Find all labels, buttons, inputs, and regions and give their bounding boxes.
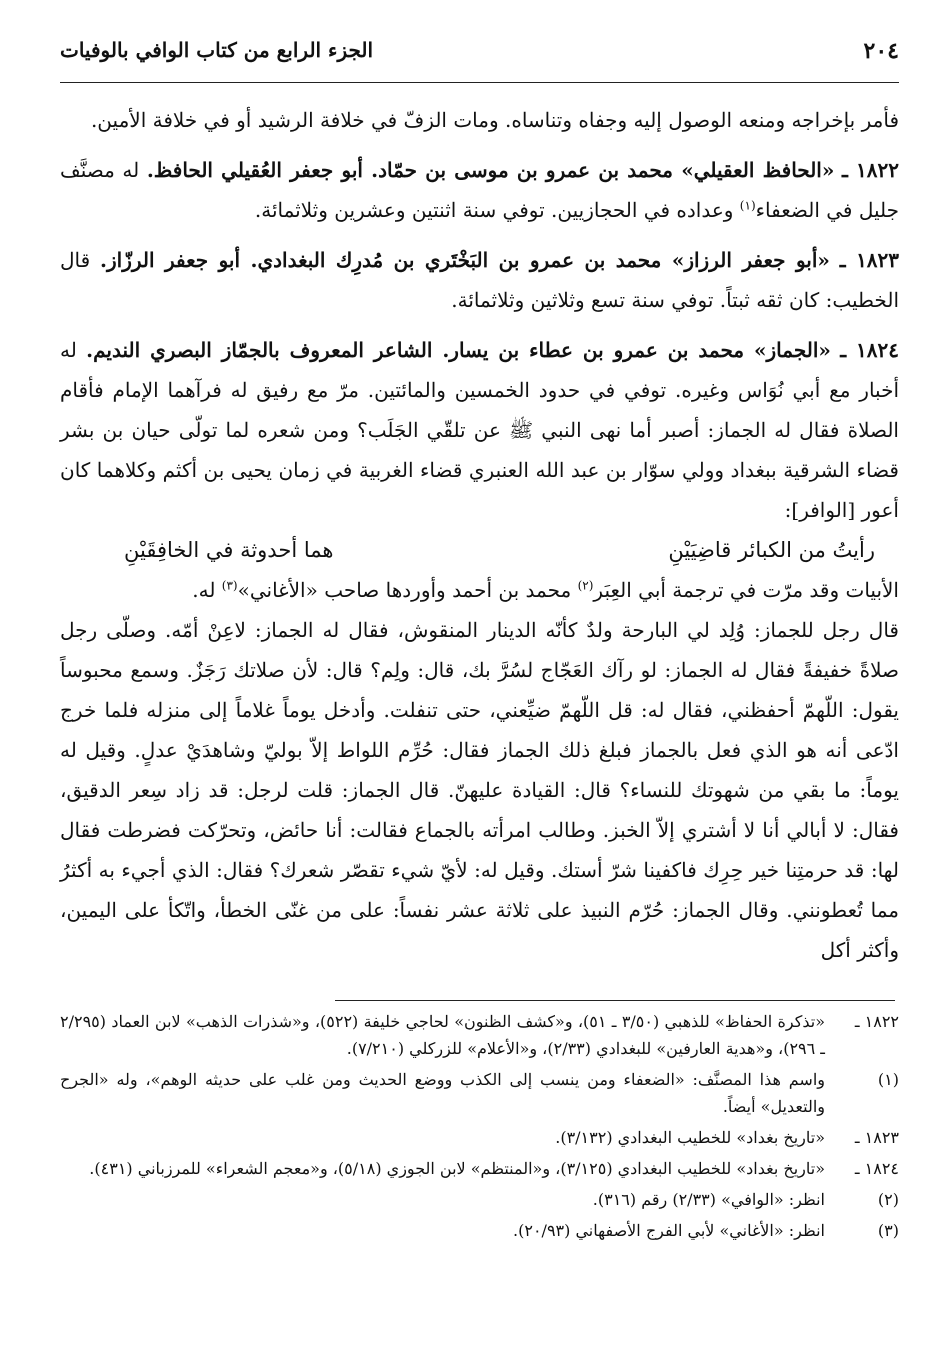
footnote [60,1124,899,1151]
footnote-text: انظر: «الوافي» (٢/٣٣) رقم (٣١٦). [592,1190,825,1209]
verse-first-hemistich: رأيتُ من الكبائر قاضِيَيْنِ [668,538,875,562]
intro-paragraph: فأمر بإخراجه ومنعه الوصول إليه وجفاه وتناساه. ومات الزفّ في خلافة الرشيد أو في خلافة الأمين. [90,108,899,132]
footnote [60,1186,899,1213]
footnote-text: «تذكرة الحفاظ» للذهبي (٣/٥٠ ـ ٥١)، و«كشف الظنون» لحاجي خليفة (٥٢٢)، و«شذرات الذهب» لابن العماد (٢/٢٩٥ ـ ٢٩٦)، و«هدية العارفين» للبغدادي (٢/٣٣)، و«الأعلام» للزركلي (٧/٢١٠). [60,1012,826,1058]
header-rule [60,82,899,83]
running-title: الجزء الرابع من كتاب الوافي بالوفيات [60,38,374,62]
entry-text: وعداده في الحجازيين. توفي سنة اثنتين وعشرين وثلاثمائة. [254,198,740,222]
page-number: ٢٠٤ [863,38,899,64]
footnote-ref: (٢) [577,578,594,593]
footnote-label: (٣) [877,1221,899,1240]
entry-1823 [60,240,899,320]
footnote [60,1066,899,1120]
footnote [60,1008,899,1062]
footnote-label: (١) [877,1070,899,1089]
entry-number: ١٨٢٢ ـ [841,158,900,182]
anecdotes-paragraph: قال رجل للجماز: وُلِد لي البارحة ولدٌ كأنّه الدينار المنقوش، فقال له الجماز: لاعِنْ أمّه. وصلّى رجل صلاةً خفيفةً فقال له الجماز: لو رآك العَجّاج لسُرَّ بك، قال: ولِم؟ قال: لأن صلاتك رَجَزٌ. وسمع محبوساً يقول: اللّهمّ أحفظني، فقال له: قل اللّهمّ ضيِّعني، حتى تنفلت. وأدخل يوماً غلاماً إلى منزله فلما خرج ادّعى أنه هو الذي فعل بالجماز فبلغ ذلك الجماز فقال: حُرِّم اللواط إلاّ بوليّ وشاهدَيْ عدلٍ. وقيل له يوماً: ما بقي من شهوتك للنساء؟ قال: القيادة عليهنّ. قال الجماز: قلت لرجل: قد زاد سِعر الدقيق، فقال: لا أبالي أنا لا أشتري إلاّ الخبز. وطالب امرأته بالجماع فقالت: أنا حائض، وتحرّكت فضرطت فقال لها: قد حرمتِنا خير حِرِك فاكفينا شرّ أستك. وقيل له: لأيّ شيء تقصّر شعرك؟ فقال: الذي أجيء به أكثرُ مما تُعطونني. وقال الجماز: حُرّم النبيذ على ثلاثة عشر نفساً: على من غنّى الخطأ، واتّكأ على اليمين، وأكثر أكل [60,618,899,962]
footnote-rule [335,1000,895,1001]
footnotes [60,1008,899,1248]
after-verse-text: له. [192,578,222,602]
footnote-label: ١٨٢٢ ـ [854,1012,899,1031]
footnote-ref: (٣) [221,578,238,593]
main-text [60,100,899,970]
footnote [60,1155,899,1182]
entry-heading: «أبو جعفر الرزاز» محمد بن عمرو بن البَخْتَري بن مُدرِك البغدادي. أبو جعفر الرزّاز. [100,248,830,272]
verse-second-hemistich: هما أحدوثة في الخافِقَيْنِ [124,538,334,562]
footnote-text: «تاريخ بغداد» للخطيب البغدادي (٣/١٢٥)، و«المنتظم» لابن الجوزي (٥/١٨)، و«معجم الشعراء» للمرزباني (٤٣١). [89,1159,825,1178]
entry-1822 [60,150,899,230]
footnote-label: ١٨٢٤ ـ [854,1159,899,1178]
entry-text: له أخبار مع أبي نُوَاس وغيره. توفي في حدود الخمسين والمائتين. مرّ مع رفيق له فرآهما الإمام فأقام الصلاة فقال له الجماز: أصبر أما نهى النبي ﷺ عن تلقّي الجَلَب؟ ومن شعره لما تولّى حيان بن بشر قضاء الشرقية ببغداد وولي سوّار بن عبد الله العنبري قضاء الغربية في زمان يحيى بن أكثم وكلاهما كان أعور [الوافر]: [60,338,899,522]
footnote-label: ١٨٢٣ ـ [854,1128,899,1147]
entry-text: قال الخطيب: كان ثقه ثبتاً. توفي سنة تسع وثلاثين وثلاثمائة. [60,248,899,312]
entry-heading: «الحافظ العقيلي» محمد بن عمرو بن موسى بن حمّاد. أبو جعفر العُقيلي الحافظ. [146,158,835,182]
footnote-ref: (١) [739,198,756,213]
poetry-verse [60,530,899,570]
footnote-text: «تاريخ بغداد» للخطيب البغدادي (٣/١٣٢). [555,1128,825,1147]
after-verse-text: محمد بن أحمد وأوردها صاحب «الأغاني» [237,578,578,602]
entry-number: ١٨٢٣ ـ [839,248,900,272]
footnote-label: (٢) [877,1190,899,1209]
entry-heading: «الجماز» محمد بن عمرو بن عطاء بن يسار. الشاعر المعروف بالجمّاز البصري النديم. [86,338,831,362]
entry-number: ١٨٢٤ ـ [840,338,899,362]
entry-text: له مصنَّف جليل في الضعفاء [60,158,899,222]
page-header [60,38,899,78]
after-verse-line [60,570,899,610]
footnote [60,1217,899,1244]
after-verse-text: الأبيات وقد مرّت في ترجمة أبي العِبَر [593,578,899,602]
entry-1824 [60,330,899,530]
footnote-text: انظر: «الأغاني» لأبي الفرج الأصفهاني (٢٠/٩٣). [513,1221,825,1240]
footnote-text: واسم هذا المصنَّف: «الضعفاء ومن ينسب إلى الكذب ووضع الحديث ومن غلب على حديثه الوهم»، وله «الجرح والتعديل» أيضاً. [60,1070,825,1116]
